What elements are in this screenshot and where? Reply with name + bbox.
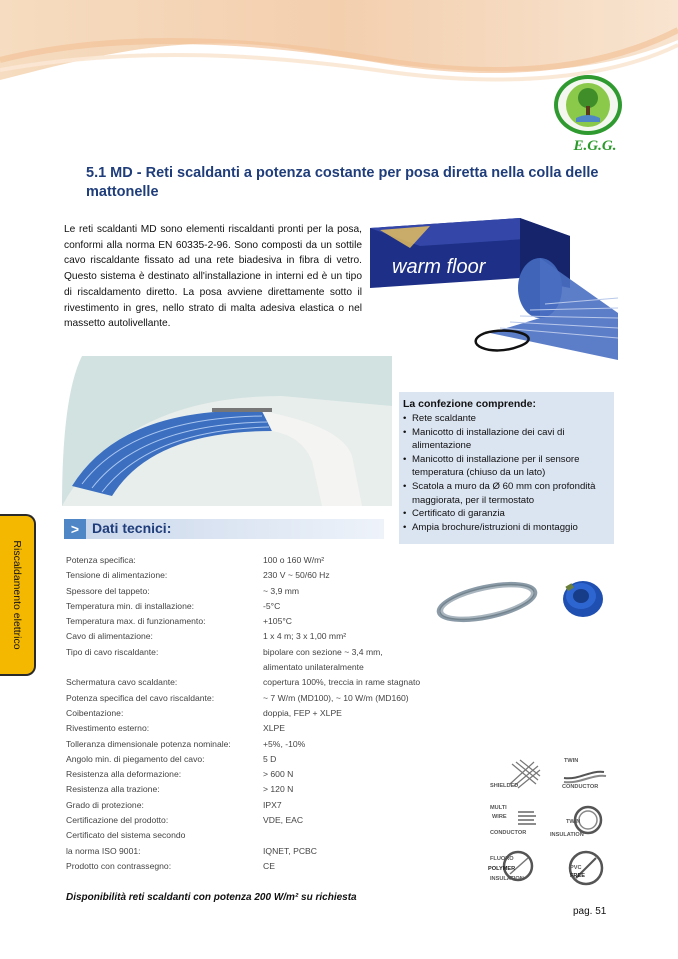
- pvc-free-badge: [556, 848, 616, 892]
- spec-label: Tipo di cavo riscaldante:: [66, 646, 159, 657]
- spec-label: Certificazione del prodotto:: [66, 815, 169, 826]
- table-row: [66, 721, 466, 736]
- fluoro-insulation-label: INSULATION: [490, 876, 524, 882]
- spec-label: Schermatura cavo scaldante:: [66, 677, 178, 688]
- multi-label: MULTI: [490, 805, 507, 811]
- spec-label: Angolo min. di piegamento del cavo:: [66, 753, 205, 764]
- spec-value: XLPE: [263, 723, 285, 734]
- egg-logo-icon: [552, 74, 624, 136]
- spec-label: la norma ISO 9001:: [66, 845, 141, 856]
- table-row: [66, 645, 466, 660]
- package-list: [403, 412, 608, 534]
- spec-value: VDE, EAC: [263, 815, 304, 826]
- spec-value: > 120 N: [263, 784, 294, 795]
- spec-label: Resistenza alla deformazione:: [66, 769, 182, 780]
- specs-table: [66, 553, 466, 874]
- side-tab-label: Riscaldamento elettrico: [11, 540, 23, 650]
- table-row: [66, 844, 466, 859]
- twin-insulation-badge: [550, 802, 610, 846]
- package-contents-box: [399, 392, 614, 544]
- spec-value: alimentato unilateralmente: [263, 662, 364, 673]
- table-row: [66, 798, 466, 813]
- twin-label: TWIN: [564, 758, 579, 764]
- wire-label: WIRE: [492, 814, 507, 820]
- spec-label: Temperatura max. di funzionamento:: [66, 616, 206, 627]
- table-row: [66, 767, 466, 782]
- table-row: [66, 859, 466, 874]
- table-row: [66, 752, 466, 767]
- dati-tecnici-header: [64, 519, 384, 539]
- availability-note: Disponibilità reti scaldanti con potenza 200 W/m² su richiesta: [66, 892, 357, 903]
- side-section-tab: [0, 514, 36, 676]
- spec-value: doppia, FEP + XLPE: [263, 707, 342, 718]
- spec-value: +5%, -10%: [263, 738, 306, 749]
- spec-label: Tensione di alimentazione:: [66, 570, 168, 581]
- spec-value: +105°C: [263, 616, 292, 627]
- dati-tecnici-title: Dati tecnici:: [92, 520, 172, 536]
- spec-label: Resistenza alla trazione:: [66, 784, 160, 795]
- spec-label: Coibentazione:: [66, 707, 124, 718]
- fluoro-label: FLUORO: [490, 856, 514, 862]
- spec-label: Spessore del tappeto:: [66, 585, 150, 596]
- insulation-label: INSULATION: [550, 832, 584, 838]
- warm-floor-box-text: warm floor: [392, 256, 486, 278]
- spec-label: Grado di protezione:: [66, 799, 144, 810]
- intro-paragraph: Le reti scaldanti MD sono elementi riscaldanti pronti per la posa, conformi alla norma EN 60335-2-96. Sono composti da un sottile cavo riscaldante fissato ad una rete biadesiva in fibra di vetro. Questo sistema è destinato all'installazione in interni ed è un tipo di riscaldamento diretto. La posa avviene direttamente sotto il rivestimento in gres, nello strato di malta adesiva elastica o nel massetto autolivellante.: [64, 224, 362, 330]
- spec-value: ~ 7 W/m (MD100), ~ 10 W/m (MD160): [263, 692, 409, 703]
- spec-value: -5°C: [263, 600, 281, 611]
- floor-installation-image: [62, 356, 392, 506]
- conductor-label: CONDUCTOR: [562, 784, 599, 790]
- table-row: [66, 568, 466, 583]
- table-row: [66, 599, 466, 614]
- spec-label: Cavo di alimentazione:: [66, 631, 153, 642]
- cable-coil-image: [432, 576, 542, 626]
- spec-label: Tolleranza dimensionale potenza nominale:: [66, 738, 231, 749]
- spec-value: 100 o 160 W/m²: [263, 555, 325, 565]
- table-row: [66, 629, 466, 644]
- package-item: • Rete scaldante: [403, 412, 608, 426]
- table-row: [66, 584, 466, 599]
- package-item: • Manicotto di installazione dei cavi di alimentazione: [403, 426, 608, 453]
- wall-box-image: [560, 575, 606, 621]
- spec-value: IQNET, PCBC: [263, 845, 317, 856]
- multi-conductor-label: CONDUCTOR: [490, 830, 527, 836]
- pvc-free-icon: [556, 848, 616, 892]
- page-number: pag. 51: [573, 906, 607, 917]
- shielded-icon: [490, 756, 550, 800]
- spec-value: IPX7: [263, 799, 282, 810]
- chevron-right-icon: >: [64, 519, 86, 539]
- package-title: La confezione comprende:: [403, 398, 537, 410]
- free-label: FREE: [570, 873, 585, 879]
- shielded-badge: [490, 756, 550, 800]
- spec-value: bipolare con sezione ~ 3,4 mm,: [263, 646, 383, 657]
- spec-value: copertura 100%, treccia in rame stagnato: [263, 677, 421, 688]
- spec-label: Potenza specifica del cavo riscaldante:: [66, 692, 215, 703]
- table-row: [66, 660, 466, 675]
- spec-label: Potenza specifica:: [66, 555, 136, 565]
- spec-value: 5 D: [263, 753, 277, 764]
- table-row: [66, 675, 466, 690]
- warm-floor-product-image: [370, 218, 618, 360]
- spec-value: [263, 828, 466, 843]
- multi-wire-badge: [488, 802, 548, 846]
- spec-label: Prodotto con contrassegno:: [66, 860, 172, 871]
- spec-label: Certificato del sistema secondo: [66, 830, 186, 841]
- table-row: [66, 828, 466, 843]
- table-row: [66, 691, 466, 706]
- section-title: 5.1 MD - Reti scaldanti a potenza costante per posa diretta nella colla delle mattonelle: [86, 165, 599, 200]
- twin-conductor-badge: [560, 756, 620, 800]
- spec-label: Temperatura min. di installazione:: [66, 600, 195, 611]
- table-row: [66, 782, 466, 797]
- package-item: • Manicotto di installazione per il sensore temperatura (chiuso da un lato): [403, 453, 608, 480]
- table-row: [66, 706, 466, 721]
- spec-value: 1 x 4 m; 3 x 1,00 mm²: [263, 631, 347, 642]
- spec-value: 230 V ~ 50/60 Hz: [263, 570, 330, 581]
- polymer-label: POLYMER: [488, 866, 516, 872]
- spec-label: Rivestimento esterno:: [66, 723, 150, 734]
- table-row: [66, 813, 466, 828]
- shielded-label: SHIELDED: [490, 783, 519, 789]
- table-row: [66, 737, 466, 752]
- twin-insulation-label: TWIN: [566, 819, 581, 825]
- logo-text: E.G.G.: [573, 138, 617, 154]
- spec-label: [66, 660, 263, 675]
- package-item: • Scatola a muro da Ø 60 mm con profondità maggiorata, per il termostato: [403, 480, 608, 507]
- spec-value: ~ 3,9 mm: [263, 585, 300, 596]
- table-row: [66, 614, 466, 629]
- spec-value: CE: [263, 860, 275, 871]
- table-row: [66, 553, 466, 568]
- spec-value: > 600 N: [263, 769, 294, 780]
- pvc-label: PVC: [570, 865, 582, 871]
- package-item: • Ampia brochure/istruzioni di montaggio: [403, 521, 608, 535]
- package-item: • Certificato di garanzia: [403, 507, 608, 521]
- fluoro-polymer-badge: [488, 848, 548, 892]
